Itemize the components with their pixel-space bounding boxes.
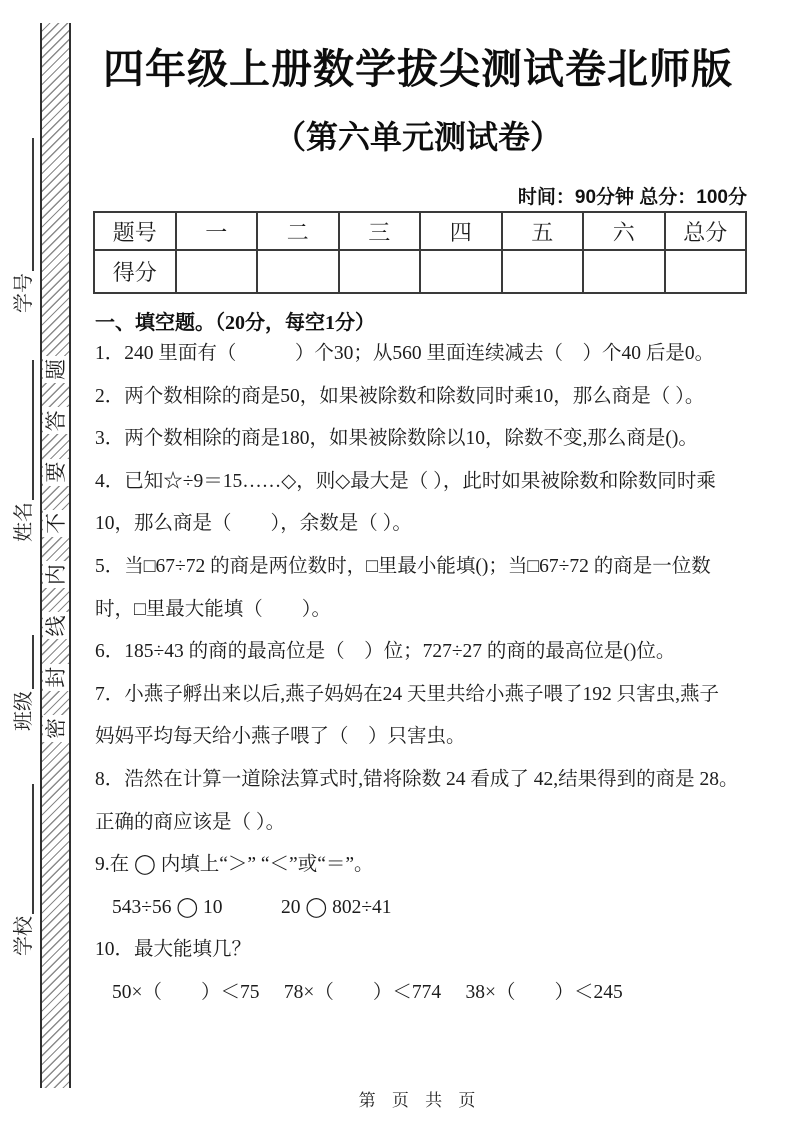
question-8-line-1: 8．浩然在计算一道除法算式时,错将除数 24 看成了 42,结果得到的商是 28。 <box>95 768 739 790</box>
page-footer: 第 页 共 页 <box>358 1091 482 1110</box>
student-id-label: 学号 <box>13 273 35 313</box>
seal-char: 封 <box>43 664 69 691</box>
score-table-header-cell: 二 <box>257 212 339 250</box>
seal-char: 答 <box>43 407 69 434</box>
name-label: 姓名 <box>13 502 35 542</box>
question-7-line-2: 妈妈平均每天给小燕子喂了（ ）只害虫。 <box>95 726 466 748</box>
question-6: 6．185÷43 的商的最高位是（ ）位；727÷27 的商的最高位是()位。 <box>95 641 676 663</box>
score-cell <box>665 250 747 293</box>
seal-warning-text <box>43 356 69 742</box>
question-4-line-2: 10，那么商是（ ），余数是（ ）。 <box>95 513 412 535</box>
question-9-line-2: 543÷56 ◯ 10 20 ◯ 802÷41 <box>112 896 392 918</box>
question-9-line-1: 9.在 ◯ 内填上“＞” “＜”或“＝”。 <box>95 854 374 876</box>
score-cell <box>502 250 584 293</box>
score-table-header-cell: 五 <box>502 212 584 250</box>
seal-char: 题 <box>43 356 69 383</box>
score-cell <box>583 250 665 293</box>
question-1: 1．240 里面有（ ）个30；从560 里面连续减去（ ）个40 后是0。 <box>95 343 715 364</box>
class-field <box>8 635 38 731</box>
school-field <box>8 784 38 956</box>
score-cell <box>420 250 502 293</box>
question-10-line-2: 50×（ ）＜75 78×（ ）＜774 38×（ ）＜245 <box>112 981 623 1003</box>
student-id-field <box>8 138 38 313</box>
score-table-header-cell: 一 <box>176 212 258 250</box>
class-blank-line <box>32 635 34 689</box>
question-10-line-1: 10．最大能填几？ <box>95 939 252 961</box>
score-row-label: 得分 <box>94 250 176 293</box>
score-table-header-cell: 三 <box>339 212 421 250</box>
score-table-header-cell: 四 <box>420 212 502 250</box>
seal-char: 密 <box>43 715 69 742</box>
question-5-line-2: 时，□里最大能填（ ）。 <box>95 598 332 620</box>
question-2: 2．两个数相除的商是50，如果被除数和除数同时乘10，那么商是（ ）。 <box>95 385 705 407</box>
score-table-header-cell: 六 <box>583 212 665 250</box>
name-field <box>8 360 38 542</box>
seal-char: 要 <box>43 459 69 486</box>
score-table-header-cell: 题号 <box>94 212 176 250</box>
score-table-header-cell: 总分 <box>665 212 747 250</box>
seal-char: 线 <box>43 612 69 639</box>
fill-in-questions <box>95 333 752 1015</box>
question-3: 3．两个数相除的商是180，如果被除数除以10，除数不变,那么商是()。 <box>95 428 698 450</box>
score-cell <box>339 250 421 293</box>
score-cell <box>176 250 258 293</box>
question-4-line-1: 4．已知☆÷9＝15……◇，则◇最大是（ ），此时如果被除数和除数同时乘 <box>95 470 716 492</box>
class-label: 班级 <box>13 691 35 731</box>
score-table-score-row <box>94 250 746 293</box>
time-and-total-score: 时间：90分钟 总分：100分 <box>517 187 747 208</box>
seal-char: 内 <box>43 561 69 588</box>
question-5-line-1: 5．当□67÷72 的商是两位数时，□里最小能填()；当□67÷72 的商是一位数 <box>95 555 711 577</box>
question-7-line-1: 7．小燕子孵出来以后,燕子妈妈在24 天里共给小燕子喂了192 只害虫,燕子 <box>95 683 720 705</box>
name-blank-line <box>32 360 34 500</box>
score-table <box>93 211 747 294</box>
question-8-line-2: 正确的商应该是（ ）。 <box>95 811 286 833</box>
paper-subtitle: （第六单元测试卷） <box>273 119 562 155</box>
student-id-blank-line <box>32 138 34 271</box>
section-1-heading: 一、填空题。（20分，每空1分） <box>95 312 375 334</box>
score-table-header-row <box>94 212 746 250</box>
school-blank-line <box>32 784 34 914</box>
score-cell <box>257 250 339 293</box>
school-label: 学校 <box>13 916 35 956</box>
paper-title: 四年级上册数学拔尖测试卷北师版 <box>103 46 733 92</box>
seal-char: 不 <box>43 510 69 537</box>
